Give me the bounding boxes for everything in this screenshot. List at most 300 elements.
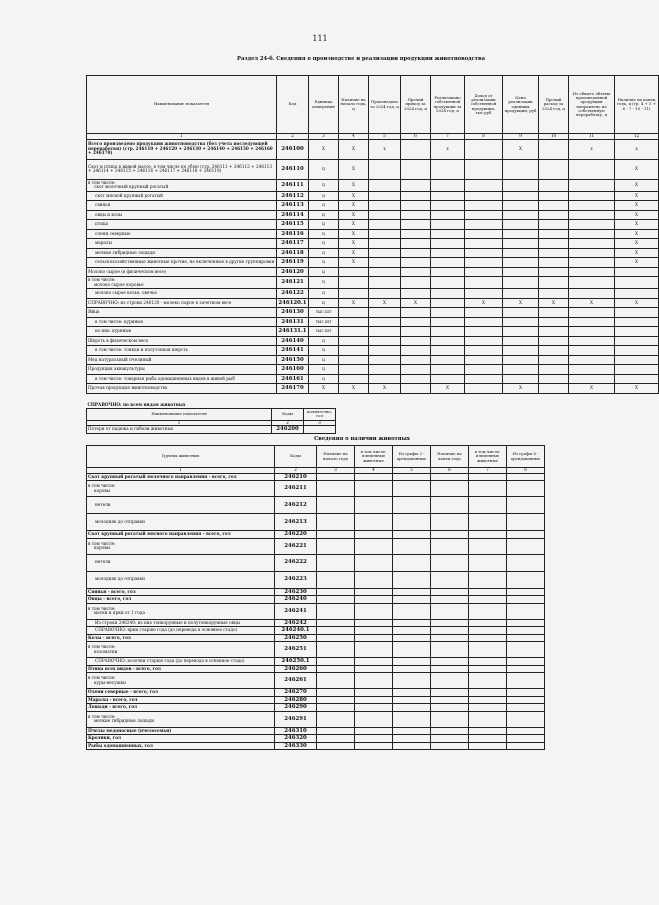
row-cell	[317, 727, 355, 735]
column-header: количество, гол	[304, 408, 336, 420]
row-label-text: нетели	[95, 559, 111, 565]
row-cell	[465, 308, 503, 318]
column-number: 9	[503, 134, 539, 140]
row-cell	[369, 220, 401, 230]
row-label	[87, 627, 275, 635]
row-cell	[355, 627, 393, 635]
row-cell	[469, 514, 507, 531]
row-cell	[369, 355, 401, 365]
table-row	[87, 704, 545, 712]
row-cell	[569, 346, 615, 356]
row-cell	[469, 473, 507, 481]
row-label-text: Скот крупный рогатый мясного направления - всего, гол	[88, 531, 231, 537]
row-cell	[503, 201, 539, 211]
row-label-text: Лошади - всего, гол	[88, 704, 137, 710]
table-row	[87, 384, 659, 394]
row-code: 246320	[275, 735, 317, 743]
row-cell	[355, 634, 393, 642]
row-unit: ц	[309, 258, 339, 268]
row-cell	[507, 514, 545, 531]
row-code: 246291	[275, 711, 317, 727]
column-number: 6	[401, 134, 431, 140]
table-row	[87, 514, 545, 531]
row-label-text: СПРАВОЧНО: ярки старше года (до перевода в основное стадо)	[95, 627, 238, 633]
row-cell	[569, 365, 615, 375]
reference-header-row	[87, 408, 336, 420]
table-row	[87, 588, 545, 596]
row-cell	[503, 179, 539, 191]
row-unit: ц	[309, 191, 339, 201]
column-number: 2	[272, 420, 304, 426]
row-label-text: олени северные	[95, 230, 131, 236]
row-cell	[393, 531, 431, 539]
row-cell: х	[569, 139, 615, 159]
row-unit: ц	[309, 365, 339, 375]
row-label	[87, 298, 277, 308]
row-code: 246211	[275, 481, 317, 497]
row-label	[87, 538, 275, 554]
header-row	[87, 446, 545, 468]
row-label-text: Молоко сырое (в физическом весе)	[88, 268, 167, 274]
row-label	[87, 696, 275, 704]
row-unit: ц	[309, 159, 339, 179]
row-cell: Х	[431, 384, 465, 394]
column-number: 7	[469, 468, 507, 474]
row-cell	[339, 308, 369, 318]
row-cell	[431, 711, 469, 727]
row-cell	[465, 374, 503, 384]
page-number: 111	[312, 34, 328, 43]
row-cell	[539, 248, 569, 258]
row-unit: ц	[309, 201, 339, 211]
row-cell	[401, 355, 431, 365]
row-cell	[431, 346, 465, 356]
row-cell	[539, 239, 569, 249]
row-cell: х	[369, 139, 401, 159]
column-header: Коды	[275, 446, 317, 468]
row-cell	[393, 627, 431, 635]
row-cell	[507, 588, 545, 596]
row-unit: ц	[309, 239, 339, 249]
row-cell	[401, 239, 431, 249]
row-cell	[393, 658, 431, 666]
row-sublabel-text: коровы	[94, 545, 111, 551]
table-row	[87, 179, 659, 191]
row-cell	[469, 727, 507, 735]
row-label-text: в том числе:	[88, 644, 116, 649]
row-cell	[401, 258, 431, 268]
row-cell	[317, 704, 355, 712]
row-cell	[465, 289, 503, 299]
row-label-text: СПРАВОЧНО: из строки 246120 - молоко сырое в зачетном весе	[88, 299, 232, 305]
row-label-text: в том числе: товарная рыба одомашненных видов в живой рыб	[95, 375, 235, 381]
table-row	[87, 220, 659, 230]
row-cell	[393, 735, 431, 743]
row-cell	[393, 696, 431, 704]
row-cell	[317, 531, 355, 539]
table-row	[87, 289, 659, 299]
row-cell: Х	[615, 258, 659, 268]
row-unit: ц	[309, 229, 339, 239]
row-label	[87, 229, 277, 239]
column-number: 8	[465, 134, 503, 140]
row-cell	[369, 229, 401, 239]
row-cell	[339, 355, 369, 365]
column-header: в том числе: племенные животные	[355, 446, 393, 468]
row-cell	[431, 497, 469, 514]
row-cell	[539, 384, 569, 394]
column-number: 11	[569, 134, 615, 140]
row-cell: Х	[339, 220, 369, 230]
row-cell	[539, 258, 569, 268]
row-cell: Х	[465, 298, 503, 308]
row-label	[87, 336, 277, 346]
row-code: 246221	[275, 538, 317, 554]
row-cell	[465, 159, 503, 179]
row-cell	[539, 365, 569, 375]
row-cell	[465, 229, 503, 239]
row-cell	[569, 248, 615, 258]
column-number: 8	[507, 468, 545, 474]
row-label-text: в том числе:	[88, 605, 116, 611]
table-row	[87, 191, 659, 201]
row-label	[87, 481, 275, 497]
row-label	[87, 554, 275, 571]
row-cell	[569, 327, 615, 337]
row-cell	[507, 497, 545, 514]
row-cell	[369, 210, 401, 220]
row-cell	[355, 531, 393, 539]
table-row	[87, 497, 545, 514]
table-row	[87, 673, 545, 689]
row-code: 246140	[277, 336, 309, 346]
row-cell	[507, 727, 545, 735]
row-label-text: сельскохозяйственные животные прочие, не включенные в другие группировки	[95, 259, 275, 265]
row-cell	[431, 588, 469, 596]
row-code: 246212	[275, 497, 317, 514]
row-cell	[369, 374, 401, 384]
row-code: 246111	[277, 179, 309, 191]
column-header: Из графы 3 - арендованные	[393, 446, 431, 468]
row-cell	[465, 346, 503, 356]
row-cell	[355, 727, 393, 735]
row-cell	[469, 673, 507, 689]
row-sublabel-text: коровы	[94, 487, 111, 493]
row-cell	[539, 159, 569, 179]
row-cell	[355, 603, 393, 619]
row-cell: Х	[615, 201, 659, 211]
row-cell: Х	[539, 298, 569, 308]
row-label	[87, 267, 277, 277]
row-code: 246261	[275, 673, 317, 689]
row-cell	[369, 248, 401, 258]
row-cell	[569, 317, 615, 327]
row-label	[87, 735, 275, 743]
row-cell	[469, 554, 507, 571]
row-cell	[569, 229, 615, 239]
row-label-text: свиньи	[95, 202, 111, 208]
row-label-text: Продукция аквакультуры	[88, 366, 145, 372]
row-label	[87, 220, 277, 230]
table-row	[87, 642, 545, 658]
row-cell	[465, 336, 503, 346]
column-number: 6	[431, 468, 469, 474]
row-cell	[355, 596, 393, 604]
row-cell	[465, 179, 503, 191]
row-label-text: Рыбы одомашненных, гол	[88, 742, 153, 748]
row-cell	[431, 308, 465, 318]
row-label	[87, 239, 277, 249]
row-cell: Х	[339, 201, 369, 211]
table-row	[87, 531, 545, 539]
row-label-text: из них: куриные	[95, 328, 132, 334]
row-cell	[469, 603, 507, 619]
row-unit: тыс шт	[309, 327, 339, 337]
row-cell	[431, 355, 465, 365]
row-cell	[317, 711, 355, 727]
row-code: 246118	[277, 248, 309, 258]
row-cell	[503, 277, 539, 289]
row-label-text: нетели	[95, 501, 111, 507]
row-cell	[615, 355, 659, 365]
row-cell	[615, 267, 659, 277]
table-row	[87, 308, 659, 318]
row-cell	[393, 727, 431, 735]
row-cell	[465, 365, 503, 375]
row-cell	[317, 571, 355, 588]
row-label	[87, 365, 277, 375]
row-code: 246250	[275, 634, 317, 642]
row-cell	[503, 210, 539, 220]
row-label	[87, 665, 275, 673]
row-cell	[401, 159, 431, 179]
row-sublabel-text: матки и ярки от 1 года	[94, 610, 145, 616]
column-header: Наименование показателя	[87, 76, 277, 134]
row-label-text: в том числе:	[88, 540, 116, 546]
row-cell	[355, 665, 393, 673]
row-label	[87, 642, 275, 658]
row-cell	[507, 481, 545, 497]
row-unit: тыс шт	[309, 317, 339, 327]
row-cell	[355, 497, 393, 514]
table-row	[87, 658, 545, 666]
row-cell	[503, 374, 539, 384]
row-cell	[539, 201, 569, 211]
row-code: 246116	[277, 229, 309, 239]
row-cell	[507, 704, 545, 712]
row-code: 246250.1	[275, 658, 317, 666]
row-cell	[469, 735, 507, 743]
row-cell	[507, 596, 545, 604]
row-code: 246280	[275, 696, 317, 704]
column-header: Цена реализации единицы продукции, руб	[503, 76, 539, 134]
row-cell	[465, 191, 503, 201]
row-cell	[317, 627, 355, 635]
row-cell	[539, 355, 569, 365]
row-cell	[369, 277, 401, 289]
column-header: Наличие на начало года	[317, 446, 355, 468]
row-cell	[393, 642, 431, 658]
row-unit: ц	[309, 346, 339, 356]
row-cell	[431, 179, 465, 191]
column-header: Реализовано собственной продукции за 2024 год, ц	[431, 76, 465, 134]
row-code: 246200	[272, 426, 304, 434]
row-code: 246130	[277, 308, 309, 318]
row-label	[87, 248, 277, 258]
row-cell	[401, 267, 431, 277]
row-cell	[507, 619, 545, 627]
row-code: 246160	[277, 365, 309, 375]
row-cell	[469, 742, 507, 750]
column-header: Прочий приход за 2024 год, ц	[401, 76, 431, 134]
row-cell	[393, 689, 431, 697]
row-cell	[431, 210, 465, 220]
row-cell	[431, 735, 469, 743]
table-row	[87, 267, 659, 277]
row-code: 246290	[275, 704, 317, 712]
row-cell	[431, 365, 465, 375]
row-cell	[507, 473, 545, 481]
row-code: 246110	[277, 159, 309, 179]
row-cell	[469, 627, 507, 635]
row-cell	[317, 665, 355, 673]
row-cell	[355, 619, 393, 627]
row-cell	[615, 374, 659, 384]
row-label	[87, 727, 275, 735]
row-label-text: овцы и козы	[95, 211, 123, 217]
row-code: 246114	[277, 210, 309, 220]
table-row	[87, 139, 659, 159]
table-row	[87, 355, 659, 365]
row-cell	[503, 365, 539, 375]
row-cell	[431, 696, 469, 704]
table-row	[87, 298, 659, 308]
column-number: 3	[317, 468, 355, 474]
column-number: 4	[339, 134, 369, 140]
row-label-text: Олени северные - всего, гол	[88, 689, 158, 695]
row-cell	[369, 159, 401, 179]
table-row	[87, 229, 659, 239]
row-cell	[465, 239, 503, 249]
table-row	[87, 317, 659, 327]
row-cell	[339, 317, 369, 327]
row-cell	[355, 689, 393, 697]
row-cell	[431, 665, 469, 673]
row-label	[87, 689, 275, 697]
row-cell	[355, 704, 393, 712]
row-cell	[465, 355, 503, 365]
row-cell	[539, 179, 569, 191]
row-label	[87, 596, 275, 604]
row-cell	[355, 481, 393, 497]
row-cell: Х	[615, 384, 659, 394]
table-row	[87, 696, 545, 704]
row-cell: Х	[569, 384, 615, 394]
row-cell	[431, 277, 465, 289]
row-cell	[569, 355, 615, 365]
row-cell	[539, 220, 569, 230]
row-code: 246240.1	[275, 627, 317, 635]
row-unit: ц	[309, 248, 339, 258]
row-cell	[507, 711, 545, 727]
row-cell	[539, 327, 569, 337]
row-cell	[393, 571, 431, 588]
table-row	[87, 538, 545, 554]
row-sublabel-text: молоко сырое коровье	[94, 281, 144, 287]
row-cell	[539, 267, 569, 277]
column-header: Наличие на конец года	[431, 446, 469, 468]
row-cell	[401, 210, 431, 220]
row-cell	[539, 374, 569, 384]
row-cell	[469, 619, 507, 627]
row-cell	[615, 289, 659, 299]
column-header: Наличие на начало года, ц	[339, 76, 369, 134]
row-code: 246150	[277, 355, 309, 365]
row-cell	[431, 248, 465, 258]
row-cell	[339, 277, 369, 289]
row-cell	[503, 308, 539, 318]
row-cell	[355, 538, 393, 554]
row-label-text: Кролики, гол	[88, 735, 121, 741]
row-cell	[317, 514, 355, 531]
table-row	[87, 634, 545, 642]
row-cell	[339, 365, 369, 375]
column-header: Наименование показателя	[87, 408, 272, 420]
column-header: Произведено за 2024 год, ц	[369, 76, 401, 134]
table-row	[87, 627, 545, 635]
row-cell: Х	[339, 179, 369, 191]
row-cell	[569, 220, 615, 230]
row-cell: Х	[615, 159, 659, 179]
row-cell	[355, 735, 393, 743]
row-cell	[317, 538, 355, 554]
row-cell	[393, 596, 431, 604]
row-cell	[317, 689, 355, 697]
row-cell	[431, 538, 469, 554]
row-cell	[431, 191, 465, 201]
row-cell	[317, 673, 355, 689]
row-cell: Х	[339, 248, 369, 258]
row-cell	[393, 619, 431, 627]
row-cell	[465, 201, 503, 211]
row-label-text: молоко сырое козье, овечье	[95, 290, 157, 296]
row-code: 246230	[275, 588, 317, 596]
row-cell	[465, 317, 503, 327]
row-cell	[569, 289, 615, 299]
row-label	[87, 179, 277, 191]
row-cell	[317, 554, 355, 571]
table-row	[87, 727, 545, 735]
table-row	[87, 239, 659, 249]
table-row	[87, 735, 545, 743]
row-cell	[393, 481, 431, 497]
row-label	[87, 588, 275, 596]
row-cell	[401, 365, 431, 375]
row-unit: ц	[309, 374, 339, 384]
row-cell	[431, 159, 465, 179]
row-cell	[507, 696, 545, 704]
row-code: 246121	[277, 277, 309, 289]
row-cell	[431, 742, 469, 750]
row-label-text: Всего произведено продукции животноводства (без учета последующей переработки) (стр. 246110 + 246120 + 246130 + 246140 + 246150 + 246160 + 246170)	[88, 141, 273, 156]
row-cell	[507, 571, 545, 588]
row-cell	[469, 571, 507, 588]
row-cell	[539, 277, 569, 289]
row-cell	[355, 571, 393, 588]
table-row	[87, 426, 336, 434]
table-row	[87, 711, 545, 727]
row-cell	[569, 308, 615, 318]
